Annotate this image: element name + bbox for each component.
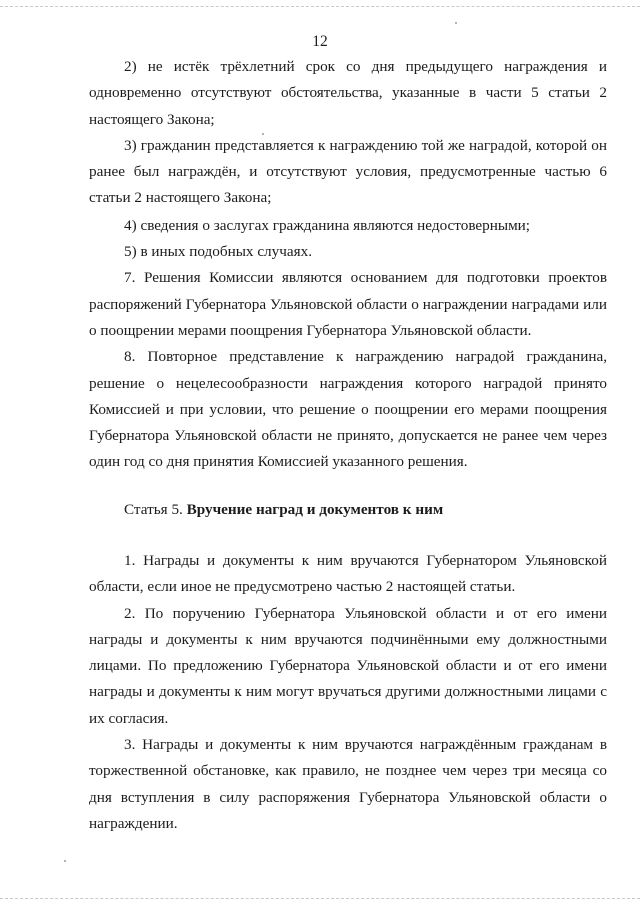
- scan-speck: [455, 22, 457, 24]
- paragraph: 3. Награды и документы к ним вручаются награждённым гражданам в торжественной обстановке, как правило, не позднее чем через три месяца со дня вступления в силу распоряжения Губернатора Ульяновской области о награждении.: [89, 736, 607, 832]
- scan-speck: [64, 860, 66, 862]
- paragraph: 4) сведения о заслугах гражданина являются недостоверными;: [124, 216, 531, 234]
- scan-edge-bottom: [0, 898, 640, 899]
- paragraph: 3) гражданин представляется к награждению той же наградой, которой он ранее был награждён, и отсутствуют условия, предусмотренные частью 6 статьи 2 настоящего Закона;: [89, 136, 607, 207]
- article-heading: [124, 498, 443, 522]
- paragraph: 7. Решения Комиссии являются основанием для подготовки проектов распоряжений Губернатора Ульяновской области о награждении наградами или о поощрении мерами поощрения Губернатора Ульяновской области.: [89, 269, 607, 339]
- paragraph: 2. По поручению Губернатора Ульяновской области и от его имени награды и документы к ним вручаются подчинёнными ему должностными лицами. По предложению Губернатора Ульяновской области и от его имени награды и документы к ним могут вручаться другими должностными лицами с их согласия.: [89, 604, 607, 727]
- article-label: Статья 5.: [124, 501, 183, 518]
- scan-edge-top: [0, 6, 640, 7]
- paragraph: 5) в иных подобных случаях.: [124, 243, 312, 261]
- scan-speck: [262, 133, 264, 135]
- article-title: Вручение наград и документов к ним: [186, 501, 444, 518]
- paragraph: 8. Повторное представление к награждению наградой гражданина, решение о нецелесообразности награждения которого наградой принято Комиссией и при условии, что решение о поощрении его мерами поощрения Губернатора Ульяновской области не принято, допускается не ранее чем через один год со дня принятия Комиссией указанного решения.: [89, 348, 607, 471]
- page-number: 12: [312, 33, 328, 50]
- article-4-continuation: [89, 54, 607, 476]
- article-5-body: [89, 548, 607, 837]
- paragraph: 1. Награды и документы к ним вручаются Губернатором Ульяновской области, если иное не предусмотрено частью 2 настоящей статьи.: [89, 552, 607, 596]
- paragraph: 2) не истёк трёхлетний срок со дня предыдущего награждения и одновременно отсутствуют обстоятельства, указанные в части 5 статьи 2 настоящего Закона;: [89, 58, 607, 128]
